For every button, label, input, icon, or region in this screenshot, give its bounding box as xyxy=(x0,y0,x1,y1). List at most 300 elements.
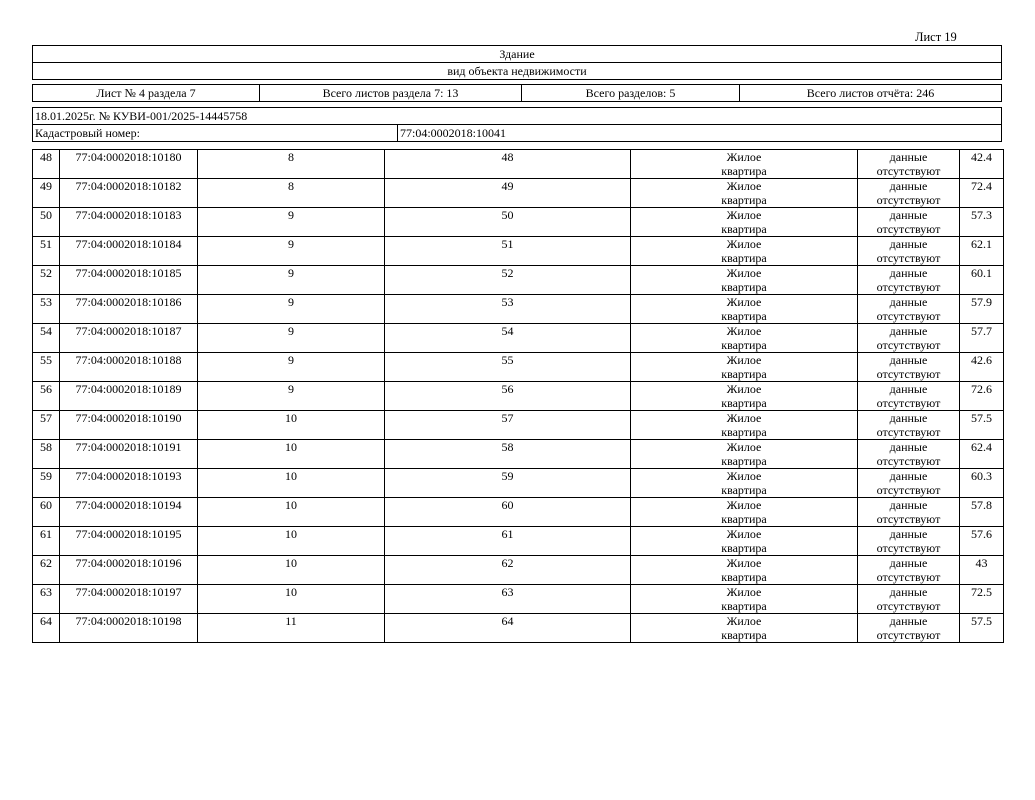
status-line-2: отсутствуют xyxy=(876,280,941,294)
premises-number-cell xyxy=(385,150,631,179)
cadastral-number-cell xyxy=(60,556,198,585)
table-row xyxy=(33,208,1004,237)
floor-cell xyxy=(198,614,385,643)
area-cell xyxy=(960,440,1004,469)
purpose-line-1: Жилое xyxy=(726,382,762,396)
purpose-line-1: Жилое xyxy=(726,295,762,309)
table-row xyxy=(33,150,1004,179)
area-cell xyxy=(960,469,1004,498)
floor-cell xyxy=(198,498,385,527)
status-cell xyxy=(858,469,960,498)
status-cell xyxy=(858,382,960,411)
purpose-cell xyxy=(631,295,858,324)
cadastral-number-cell xyxy=(60,295,198,324)
area-cell xyxy=(960,295,1004,324)
row-number-text: 52 xyxy=(40,266,52,280)
floor-text: 10 xyxy=(285,556,297,570)
purpose-line-2: квартира xyxy=(721,425,767,439)
floor-text: 9 xyxy=(288,353,294,367)
cadastral-number-text: 77:04:0002018:10195 xyxy=(75,527,182,541)
area-cell xyxy=(960,150,1004,179)
row-number-cell xyxy=(33,208,60,237)
row-number-text: 55 xyxy=(40,353,52,367)
premises-number-cell xyxy=(385,469,631,498)
purpose-line-1: Жилое xyxy=(726,324,762,338)
area-text: 72.5 xyxy=(971,585,992,599)
floor-text: 9 xyxy=(288,208,294,222)
table-row xyxy=(33,614,1004,643)
row-number-text: 51 xyxy=(40,237,52,251)
cadastral-number-text: 77:04:0002018:10185 xyxy=(75,266,182,280)
premises-number-text: 51 xyxy=(501,237,514,251)
cadastral-number-text: 77:04:0002018:10184 xyxy=(75,237,182,251)
area-text: 57.9 xyxy=(971,295,992,309)
cadastral-number-cell xyxy=(60,179,198,208)
cadastral-label: Кадастровый номер: xyxy=(33,125,398,141)
premises-number-text: 52 xyxy=(501,266,514,280)
table-row xyxy=(33,295,1004,324)
area-text: 60.3 xyxy=(971,469,992,483)
purpose-line-1: Жилое xyxy=(726,614,762,628)
purpose-line-1: Жилое xyxy=(726,556,762,570)
cadastral-number-text: 77:04:0002018:10186 xyxy=(75,295,182,309)
row-number-cell xyxy=(33,498,60,527)
status-line-1: данные xyxy=(889,411,928,425)
premises-number-text: 62 xyxy=(501,556,514,570)
purpose-cell xyxy=(631,382,858,411)
status-line-2: отсутствуют xyxy=(876,338,941,352)
purpose-cell xyxy=(631,266,858,295)
floor-text: 10 xyxy=(285,527,297,541)
row-number-text: 56 xyxy=(40,382,52,396)
purpose-line-2: квартира xyxy=(721,570,767,584)
floor-cell xyxy=(198,208,385,237)
floor-text: 10 xyxy=(285,440,297,454)
row-number-text: 64 xyxy=(40,614,52,628)
purpose-cell xyxy=(631,237,858,266)
purpose-line-2: квартира xyxy=(721,483,767,497)
cadastral-number-text: 77:04:0002018:10188 xyxy=(75,353,182,367)
floor-text: 8 xyxy=(288,150,294,164)
area-text: 42.6 xyxy=(971,353,992,367)
floor-cell xyxy=(198,237,385,266)
status-cell xyxy=(858,614,960,643)
floor-cell xyxy=(198,556,385,585)
cadastral-number-text: 77:04:0002018:10191 xyxy=(75,440,182,454)
purpose-line-1: Жилое xyxy=(726,527,762,541)
status-line-1: данные xyxy=(889,527,928,541)
table-row xyxy=(33,469,1004,498)
status-line-1: данные xyxy=(889,585,928,599)
premises-number-text: 57 xyxy=(501,411,514,425)
status-line-2: отсутствуют xyxy=(876,367,941,381)
premises-number-text: 63 xyxy=(501,585,514,599)
purpose-line-1: Жилое xyxy=(726,498,762,512)
purpose-cell xyxy=(631,411,858,440)
cadastral-number-text: 77:04:0002018:10196 xyxy=(75,556,182,570)
premises-number-text: 64 xyxy=(501,614,514,628)
purpose-line-2: квартира xyxy=(721,628,767,642)
table-row xyxy=(33,411,1004,440)
floor-cell xyxy=(198,295,385,324)
document-meta xyxy=(32,107,1002,142)
status-line-2: отсутствуют xyxy=(876,309,941,323)
purpose-cell xyxy=(631,208,858,237)
purpose-cell xyxy=(631,150,858,179)
row-number-text: 60 xyxy=(40,498,52,512)
row-number-text: 53 xyxy=(40,295,52,309)
status-cell xyxy=(858,353,960,382)
status-line-1: данные xyxy=(889,614,928,628)
row-number-cell xyxy=(33,150,60,179)
status-line-1: данные xyxy=(889,382,928,396)
area-cell xyxy=(960,324,1004,353)
premises-number-cell xyxy=(385,324,631,353)
row-number-cell xyxy=(33,556,60,585)
cadastral-number-cell xyxy=(60,527,198,556)
floor-cell xyxy=(198,469,385,498)
row-number-text: 63 xyxy=(40,585,52,599)
purpose-line-1: Жилое xyxy=(726,353,762,367)
cadastral-number-text: 77:04:0002018:10180 xyxy=(75,150,182,164)
table-row xyxy=(33,237,1004,266)
premises-number-cell xyxy=(385,440,631,469)
premises-number-text: 49 xyxy=(501,179,514,193)
purpose-line-2: квартира xyxy=(721,367,767,381)
purpose-line-2: квартира xyxy=(721,193,767,207)
table-row xyxy=(33,585,1004,614)
floor-text: 9 xyxy=(288,382,294,396)
purpose-line-2: квартира xyxy=(721,222,767,236)
area-cell xyxy=(960,498,1004,527)
row-number-text: 62 xyxy=(40,556,52,570)
cadastral-row xyxy=(33,125,1001,141)
cadastral-number-text: 77:04:0002018:10189 xyxy=(75,382,182,396)
premises-number-cell xyxy=(385,498,631,527)
status-line-2: отсутствуют xyxy=(876,570,941,584)
premises-number-text: 61 xyxy=(501,527,514,541)
status-line-1: данные xyxy=(889,237,928,251)
status-cell xyxy=(858,498,960,527)
cadastral-number-cell xyxy=(60,266,198,295)
row-number-cell xyxy=(33,469,60,498)
area-text: 72.6 xyxy=(971,382,992,396)
status-line-1: данные xyxy=(889,353,928,367)
row-number-cell xyxy=(33,585,60,614)
premises-table xyxy=(32,149,1004,643)
area-text: 62.1 xyxy=(971,237,992,251)
purpose-line-1: Жилое xyxy=(726,469,762,483)
row-number-text: 54 xyxy=(40,324,52,338)
cadastral-number-cell xyxy=(60,498,198,527)
row-number-cell xyxy=(33,237,60,266)
area-text: 57.5 xyxy=(971,614,992,628)
premises-number-cell xyxy=(385,527,631,556)
row-number-text: 59 xyxy=(40,469,52,483)
status-line-2: отсутствуют xyxy=(876,541,941,555)
floor-text: 10 xyxy=(285,585,297,599)
status-cell xyxy=(858,237,960,266)
floor-cell xyxy=(198,527,385,556)
area-cell xyxy=(960,585,1004,614)
row-number-cell xyxy=(33,614,60,643)
row-number-cell xyxy=(33,411,60,440)
cadastral-number-text: 77:04:0002018:10198 xyxy=(75,614,182,628)
area-text: 62.4 xyxy=(971,440,992,454)
purpose-cell xyxy=(631,353,858,382)
purpose-line-1: Жилое xyxy=(726,266,762,280)
premises-number-cell xyxy=(385,556,631,585)
row-number-text: 61 xyxy=(40,527,52,541)
status-line-1: данные xyxy=(889,179,928,193)
area-cell xyxy=(960,353,1004,382)
status-cell xyxy=(858,179,960,208)
row-number-cell xyxy=(33,266,60,295)
table-row xyxy=(33,498,1004,527)
purpose-line-1: Жилое xyxy=(726,150,762,164)
purpose-cell xyxy=(631,527,858,556)
status-line-2: отсутствуют xyxy=(876,454,941,468)
cadastral-number-cell xyxy=(60,237,198,266)
floor-text: 8 xyxy=(288,179,294,193)
floor-text: 10 xyxy=(285,411,297,425)
status-line-2: отсутствуют xyxy=(876,628,941,642)
area-text: 57.3 xyxy=(971,208,992,222)
status-cell xyxy=(858,295,960,324)
total-section-sheets: Всего листов раздела 7: 13 xyxy=(260,85,522,101)
purpose-line-2: квартира xyxy=(721,454,767,468)
premises-number-text: 56 xyxy=(501,382,514,396)
status-line-2: отсутствуют xyxy=(876,222,941,236)
table-row xyxy=(33,527,1004,556)
cadastral-number-text: 77:04:0002018:10187 xyxy=(75,324,182,338)
floor-text: 9 xyxy=(288,237,294,251)
cadastral-number-cell xyxy=(60,469,198,498)
area-text: 72.4 xyxy=(971,179,992,193)
premises-number-cell xyxy=(385,585,631,614)
premises-number-cell xyxy=(385,353,631,382)
row-number-cell xyxy=(33,179,60,208)
area-text: 57.8 xyxy=(971,498,992,512)
premises-number-cell xyxy=(385,614,631,643)
status-cell xyxy=(858,208,960,237)
purpose-cell xyxy=(631,614,858,643)
status-line-2: отсутствуют xyxy=(876,396,941,410)
area-text: 57.5 xyxy=(971,411,992,425)
status-cell xyxy=(858,527,960,556)
table-row xyxy=(33,179,1004,208)
purpose-line-1: Жилое xyxy=(726,411,762,425)
premises-number-text: 54 xyxy=(501,324,514,338)
cadastral-number-text: 77:04:0002018:10190 xyxy=(75,411,182,425)
row-number-text: 58 xyxy=(40,440,52,454)
area-cell xyxy=(960,382,1004,411)
premises-number-text: 55 xyxy=(501,353,514,367)
area-cell xyxy=(960,614,1004,643)
area-text: 60.1 xyxy=(971,266,992,280)
premises-number-text: 48 xyxy=(501,150,514,164)
status-line-2: отсутствуют xyxy=(876,483,941,497)
premises-number-cell xyxy=(385,266,631,295)
status-line-2: отсутствуют xyxy=(876,193,941,207)
premises-number-cell xyxy=(385,237,631,266)
status-cell xyxy=(858,324,960,353)
premises-number-text: 53 xyxy=(501,295,514,309)
premises-number-cell xyxy=(385,382,631,411)
purpose-cell xyxy=(631,324,858,353)
area-text: 43 xyxy=(975,556,988,570)
cadastral-number-text: 77:04:0002018:10197 xyxy=(75,585,182,599)
floor-cell xyxy=(198,266,385,295)
cadastral-number-cell xyxy=(60,382,198,411)
total-report-sheets: Всего листов отчёта: 246 xyxy=(806,86,935,100)
cadastral-number-cell xyxy=(60,585,198,614)
cadastral-number-text: 77:04:0002018:10193 xyxy=(75,469,182,483)
purpose-line-1: Жилое xyxy=(726,179,762,193)
cadastral-value: 77:04:0002018:10041 xyxy=(400,126,507,140)
premises-number-cell xyxy=(385,295,631,324)
cadastral-number-text: 77:04:0002018:10183 xyxy=(75,208,182,222)
floor-cell xyxy=(198,440,385,469)
area-cell xyxy=(960,266,1004,295)
area-cell xyxy=(960,556,1004,585)
cadastral-number-cell xyxy=(60,614,198,643)
purpose-cell xyxy=(631,556,858,585)
floor-text: 9 xyxy=(288,324,294,338)
premises-number-text: 50 xyxy=(501,208,514,222)
area-cell xyxy=(960,179,1004,208)
cadastral-number-text: 77:04:0002018:10194 xyxy=(75,498,182,512)
floor-cell xyxy=(198,353,385,382)
status-line-2: отсутствуют xyxy=(876,425,941,439)
cadastral-number-cell xyxy=(60,411,198,440)
row-number-cell xyxy=(33,353,60,382)
purpose-line-1: Жилое xyxy=(726,440,762,454)
row-number-cell xyxy=(33,440,60,469)
table-row xyxy=(33,382,1004,411)
floor-text: 9 xyxy=(288,295,294,309)
object-kind: вид объекта недвижимости xyxy=(32,62,1002,80)
cadastral-number-cell xyxy=(60,353,198,382)
status-cell xyxy=(858,266,960,295)
purpose-cell xyxy=(631,498,858,527)
floor-text: 11 xyxy=(285,614,297,628)
area-text: 57.6 xyxy=(971,527,992,541)
floor-text: 10 xyxy=(285,469,297,483)
purpose-cell xyxy=(631,585,858,614)
sheet-info-row xyxy=(32,84,1002,102)
table-row xyxy=(33,353,1004,382)
purpose-line-2: квартира xyxy=(721,396,767,410)
status-line-1: данные xyxy=(889,498,928,512)
area-cell xyxy=(960,527,1004,556)
purpose-cell xyxy=(631,179,858,208)
area-cell xyxy=(960,208,1004,237)
premises-number-text: 58 xyxy=(501,440,514,454)
status-line-2: отсутствуют xyxy=(876,599,941,613)
table-row xyxy=(33,556,1004,585)
status-line-1: данные xyxy=(889,266,928,280)
status-line-1: данные xyxy=(889,295,928,309)
table-body xyxy=(33,150,1004,643)
status-line-1: данные xyxy=(889,208,928,222)
row-number-text: 49 xyxy=(40,179,52,193)
document-ref: 18.01.2025г. № КУВИ-001/2025-14445758 xyxy=(33,108,1001,125)
purpose-line-2: квартира xyxy=(721,541,767,555)
row-number-text: 48 xyxy=(40,150,52,164)
purpose-line-2: квартира xyxy=(721,164,767,178)
area-cell xyxy=(960,411,1004,440)
status-cell xyxy=(858,556,960,585)
status-cell xyxy=(858,150,960,179)
status-line-1: данные xyxy=(889,324,928,338)
purpose-line-1: Жилое xyxy=(726,585,762,599)
floor-text: 9 xyxy=(288,266,294,280)
premises-number-cell xyxy=(385,179,631,208)
cadastral-number-cell xyxy=(60,208,198,237)
cadastral-number-text: 77:04:0002018:10182 xyxy=(75,179,182,193)
status-line-2: отсутствуют xyxy=(876,164,941,178)
row-number-text: 57 xyxy=(40,411,52,425)
floor-text: 10 xyxy=(285,498,297,512)
row-number-cell xyxy=(33,527,60,556)
purpose-line-1: Жилое xyxy=(726,237,762,251)
sheet-label: Лист 19 xyxy=(915,30,957,44)
row-number-cell xyxy=(33,382,60,411)
sheet-of-section: Лист № 4 раздела 7 xyxy=(33,85,260,101)
purpose-cell xyxy=(631,469,858,498)
area-cell xyxy=(960,237,1004,266)
purpose-line-1: Жилое xyxy=(726,208,762,222)
cadastral-number-cell xyxy=(60,150,198,179)
premises-number-cell xyxy=(385,411,631,440)
status-line-2: отсутствуют xyxy=(876,512,941,526)
status-cell xyxy=(858,585,960,614)
status-line-2: отсутствуют xyxy=(876,251,941,265)
row-number-cell xyxy=(33,295,60,324)
status-line-1: данные xyxy=(889,469,928,483)
area-text: 42.4 xyxy=(971,150,992,164)
table-row xyxy=(33,324,1004,353)
floor-cell xyxy=(198,324,385,353)
purpose-line-2: квартира xyxy=(721,309,767,323)
cadastral-number-cell xyxy=(60,324,198,353)
object-name: Здание xyxy=(32,45,1002,63)
premises-number-text: 59 xyxy=(501,469,514,483)
purpose-line-2: квартира xyxy=(721,251,767,265)
premises-number-cell xyxy=(385,208,631,237)
purpose-line-2: квартира xyxy=(721,280,767,294)
premises-number-text: 60 xyxy=(501,498,514,512)
table-row xyxy=(33,440,1004,469)
floor-cell xyxy=(198,179,385,208)
floor-cell xyxy=(198,585,385,614)
status-line-1: данные xyxy=(889,556,928,570)
table-row xyxy=(33,266,1004,295)
purpose-line-2: квартира xyxy=(721,338,767,352)
floor-cell xyxy=(198,411,385,440)
total-sections: Всего разделов: 5 xyxy=(522,85,740,101)
row-number-text: 50 xyxy=(40,208,52,222)
purpose-cell xyxy=(631,440,858,469)
purpose-line-2: квартира xyxy=(721,599,767,613)
status-cell xyxy=(858,411,960,440)
status-line-1: данные xyxy=(889,440,928,454)
cadastral-number-cell xyxy=(60,440,198,469)
floor-cell xyxy=(198,150,385,179)
floor-cell xyxy=(198,382,385,411)
purpose-line-2: квартира xyxy=(721,512,767,526)
